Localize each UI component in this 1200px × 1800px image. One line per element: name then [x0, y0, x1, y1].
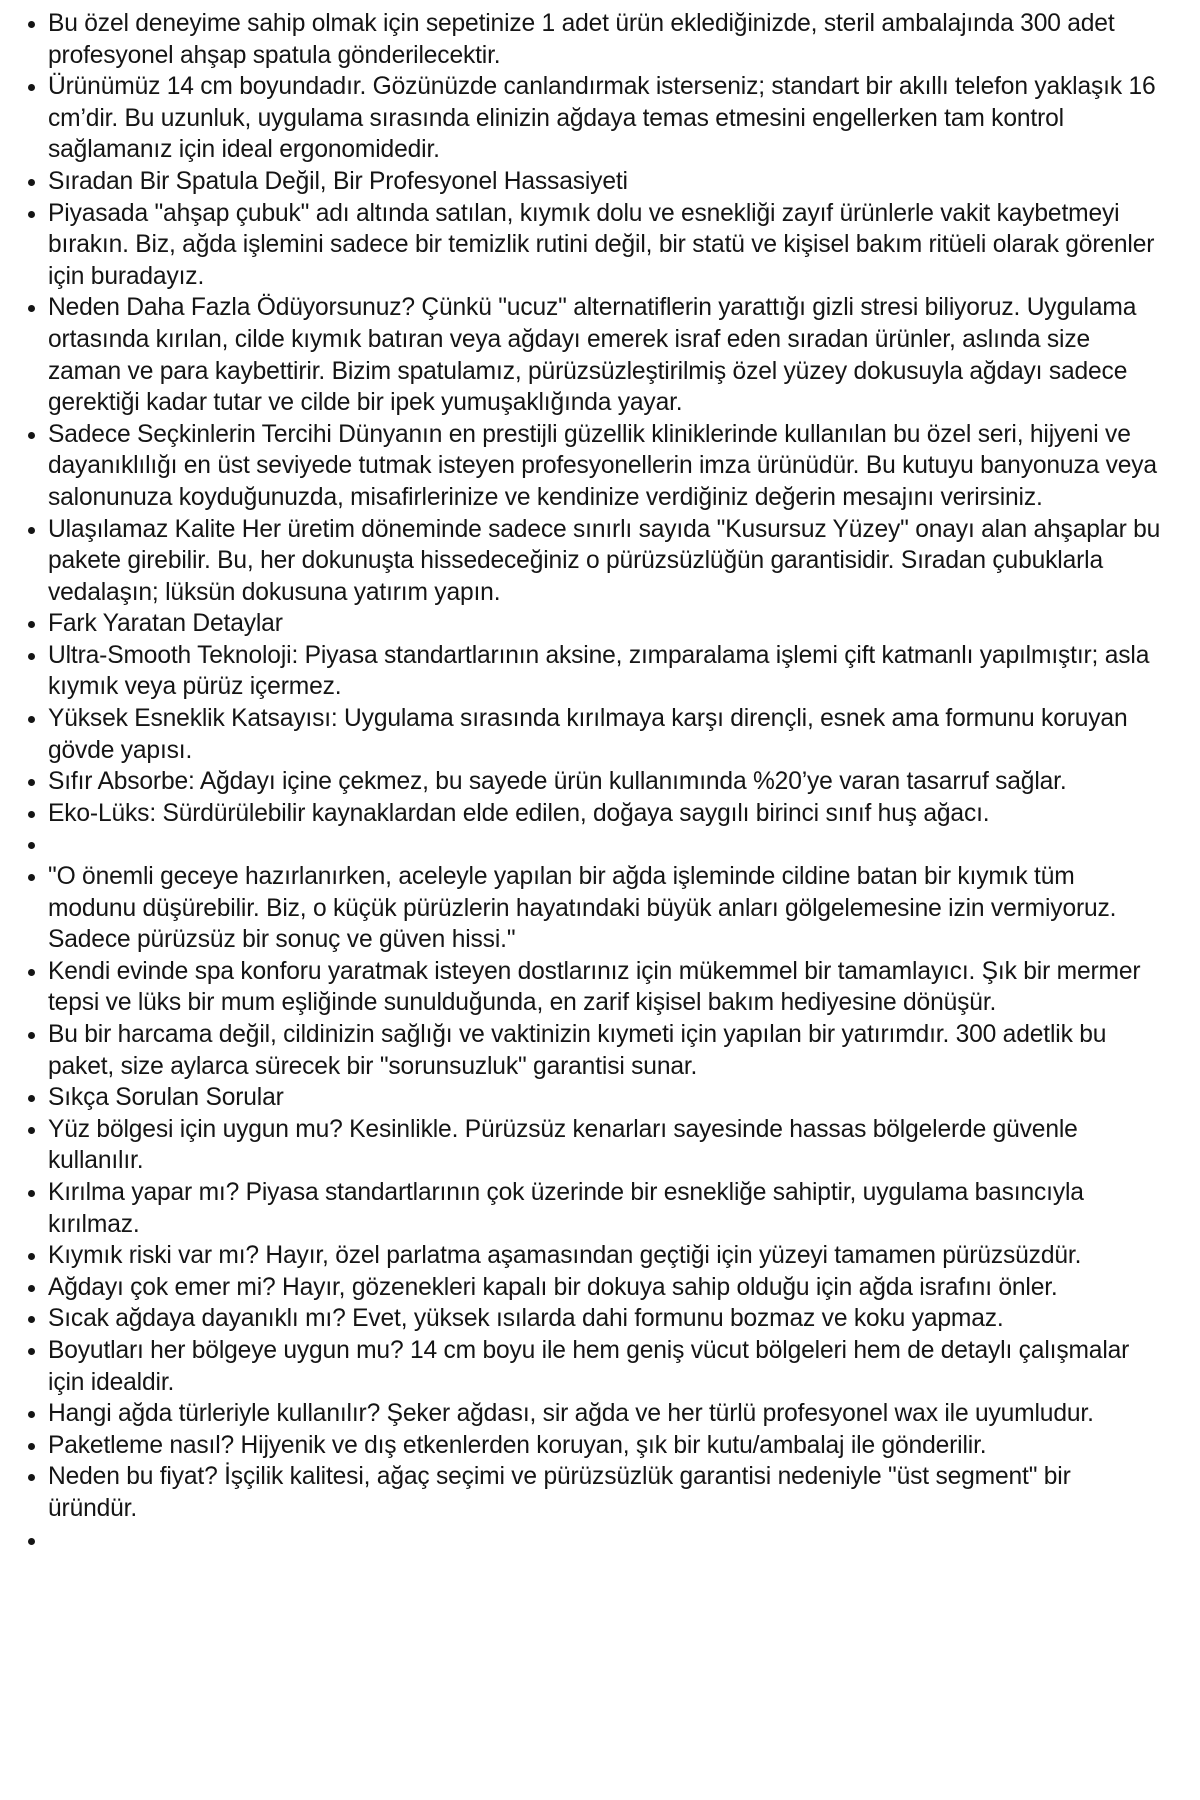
list-item-text: Neden bu fiyat? İşçilik kalitesi, ağaç seçimi ve pürüzsüzlük garantisi nedeniyle "üst segment" bir üründür.: [48, 1463, 1071, 1522]
list-item: [6, 1335, 1166, 1398]
list-item-text: Bu özel deneyime sahip olmak için sepetinize 1 adet ürün eklediğinizde, steril ambalajında 300 adet profesyonel ahşap spatula gönderilecektir.: [48, 10, 1115, 69]
list-item-text: Sıcak ağdaya dayanıklı mı? Evet, yüksek ısılarda dahi formunu bozmaz ve koku yapmaz.: [48, 1305, 1004, 1333]
list-item: [6, 1272, 1166, 1304]
list-item-text: Sıfır Absorbe: Ağdayı içine çekmez, bu sayede ürün kullanımında %20’ye varan tasarruf sağlar.: [48, 768, 1067, 796]
list-item-text: Eko-Lüks: Sürdürülebilir kaynaklardan elde edilen, doğaya saygılı birinci sınıf huş ağacı.: [48, 799, 990, 827]
list-item: [6, 8, 1166, 71]
list-item: [6, 1398, 1166, 1430]
list-item-text: Paketleme nasıl? Hijyenik ve dış etkenlerden koruyan, şık bir kutu/ambalaj ile gönderilir.: [48, 1431, 987, 1459]
list-item-text: Boyutları her bölgeye uygun mu? 14 cm boyu ile hem geniş vücut bölgeleri hem de detaylı çalışmalar için idealdir.: [48, 1336, 1130, 1396]
list-item-text: Bu bir harcama değil, cildinizin sağlığı ve vaktinizin kıymeti için yapılan bir yatırımdır. 300 adetlik bu paket, size aylarca sürecek bir "sorunsuzluk" garantisi sunar.: [48, 1021, 1107, 1080]
list-item-text: Sadece Seçkinlerin Tercihi Dünyanın en prestijli güzellik kliniklerinde kullanılan bu özel seri, hijyeni ve dayanıklılığı en üst seviyede tutmak isteyen profesyonellerin imza ürünüdür. Bu kutuyu banyonuza veya salonunuza koyduğunuzda, misafirlerinize ve kendinize verdiğiniz değerin mesajını verirsiniz.: [48, 420, 1157, 511]
list-item: [6, 419, 1166, 514]
list-item-text: Ağdayı çok emer mi? Hayır, gözenekleri kapalı bir dokuya sahip olduğu için ağda israfını önler.: [48, 1273, 1058, 1301]
list-item-text: Sıkça Sorulan Sorular: [48, 1084, 284, 1112]
list-item-text: Ulaşılamaz Kalite Her üretim döneminde sadece sınırlı sayıda "Kusursuz Yüzey" onayı alan ahşaplar bu pakete girebilir. Bu, her dokunuşta hissedeceğiniz o pürüzsüzlüğün garantisidir. Sıradan çubuklarla vedalaşın; lüksün dokusuna yatırım yapın.: [48, 515, 1161, 606]
list-item: [6, 1114, 1166, 1177]
list-item-text: Piyasada "ahşap çubuk" adı altında satılan, kıymık dolu ve esnekliği zayıf ürünlerle vakit kaybetmeyi bırakın. Biz, ağda işlemini sadece bir temizlik rutini değil, bir statü ve kişisel bakım ritüeli olarak görenler için buradayız.: [48, 199, 1155, 290]
list-item: [6, 1430, 1166, 1462]
list-item: [6, 608, 1166, 640]
list-item: [6, 640, 1166, 703]
list-item: [6, 703, 1166, 766]
product-description-bullet-list: [6, 8, 1166, 1556]
list-item: [6, 1525, 1166, 1557]
list-item-text: Neden Daha Fazla Ödüyorsunuz? Çünkü "ucuz" alternatiflerin yarattığı gizli stresi biliyoruz. Uygulama ortasında kırılan, cilde kıymık batıran veya ağdayı emerek israf eden sıradan ürünler, aslında size zaman ve para kaybettirir. Bizim spatulamız, pürüzsüzleştirilmiş özel yüzey dokusuyla ağdayı sadece gerektiği kadar tutar ve cilde bir ipek yumuşaklığında yayar.: [48, 294, 1137, 417]
list-item-text: Sıradan Bir Spatula Değil, Bir Profesyonel Hassasiyeti: [48, 167, 628, 195]
list-item-text: Hangi ağda türleriyle kullanılır? Şeker ağdası, sir ağda ve her türlü profesyonel wax ile uyumludur.: [48, 1400, 1094, 1428]
list-item: [6, 166, 1166, 198]
list-item: [6, 71, 1166, 166]
list-item-text: Ultra-Smooth Teknoloji: Piyasa standartlarının aksine, zımparalama işlemi çift katmanlı yapılmıştır; asla kıymık veya pürüz içermez.: [48, 641, 1150, 701]
list-item-text: Ürünümüz 14 cm boyundadır. Gözünüzde canlandırmak isterseniz; standart bir akıllı telefon yaklaşık 16 cm’dir. Bu uzunluk, uygulama sırasında elinizin ağdaya temas etmesini engellerken tam kontrol sağlamanız için ideal ergonomidedir.: [48, 73, 1156, 164]
list-item: [6, 1019, 1166, 1082]
list-item-text: "O önemli geceye hazırlanırken, aceleyle yapılan bir ağda işleminde cildine batan bir kıymık tüm modunu düşürebilir. Biz, o küçük pürüzlerin hayatındaki büyük anları gölgelemesine izin vermiyoruz. Sadece pürüzsüz bir sonuç ve güven hissi.": [48, 863, 1117, 954]
list-item: [6, 1240, 1166, 1272]
list-item-text: Kıymık riski var mı? Hayır, özel parlatma aşamasından geçtiği için yüzeyi tamamen pürüzsüzdür.: [48, 1242, 1082, 1270]
list-item-text: Yüksek Esneklik Katsayısı: Uygulama sırasında kırılmaya karşı dirençli, esnek ama formunu koruyan gövde yapısı.: [48, 705, 1128, 764]
list-item: [6, 861, 1166, 956]
list-item: [6, 1461, 1166, 1524]
list-item: [6, 829, 1166, 861]
list-item: [6, 514, 1166, 609]
list-item-text: Kırılma yapar mı? Piyasa standartlarının çok üzerinde bir esnekliğe sahiptir, uygulama basıncıyla kırılmaz.: [48, 1178, 1084, 1238]
list-item-text: Fark Yaratan Detaylar: [48, 610, 283, 638]
list-item: [6, 798, 1166, 830]
list-item: [6, 766, 1166, 798]
list-item: [6, 1177, 1166, 1240]
list-item: [6, 1082, 1166, 1114]
list-item: [6, 1303, 1166, 1335]
list-item: [6, 198, 1166, 293]
list-item: [6, 292, 1166, 418]
list-item-text: Yüz bölgesi için uygun mu? Kesinlikle. Pürüzsüz kenarları sayesinde hassas bölgelerde güvenle kullanılır.: [48, 1115, 1078, 1175]
list-item: [6, 956, 1166, 1019]
list-item-text: Kendi evinde spa konforu yaratmak isteyen dostlarınız için mükemmel bir tamamlayıcı. Şık bir mermer tepsi ve lüks bir mum eşliğinde sunulduğunda, en zarif kişisel bakım hediyesine dönüşür.: [48, 957, 1141, 1017]
